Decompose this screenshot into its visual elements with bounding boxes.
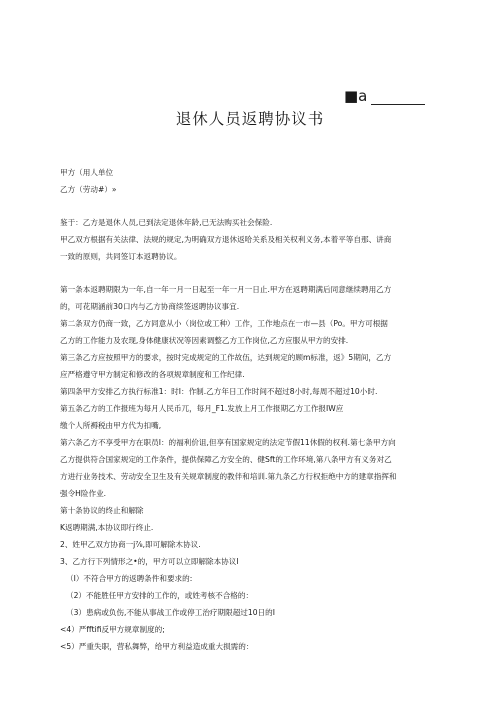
preamble-line: 鉴于：乙方是退休人员,已到法定退休年龄,已无法购买社会保险. bbox=[60, 218, 273, 227]
clause-line: K返聘期满,本协议即行终止. bbox=[60, 523, 154, 532]
party-a-line: 甲方（用人单位 bbox=[60, 168, 114, 177]
party-b-line: 乙方（劳动#）» bbox=[60, 185, 117, 194]
clause-line: 第四条甲方安排乙方执行标准1：时I：作制.乙方年日工作时间不超过8小时,每周不超过10小时. bbox=[60, 387, 378, 396]
document-title: 退休人员返聘协议书 bbox=[175, 110, 325, 128]
clause-line: 的，可花期涵前30口内与乙方协商续签返聘协议事宜. bbox=[60, 302, 240, 311]
list-item: （I）不符合甲方的返聘条件和要求的: bbox=[66, 574, 193, 583]
header-underline bbox=[371, 89, 425, 105]
clause-line: 3、乙方行下列情形之•的，甲方可以立即解除本协议I bbox=[60, 557, 239, 566]
preamble-line: 甲乙双方根据有关法律、法规的规定,为明确双方退休返哈关系及相关权利义务,本着平等自那、讲商 bbox=[60, 235, 392, 244]
list-item: （2）不能胜任甲方安排的工作的，或姓考核不合格的： bbox=[66, 591, 254, 600]
preamble-line: 一致的原则，共同签订本返聘协议。 bbox=[60, 252, 182, 261]
document-header-mark bbox=[344, 87, 425, 105]
clause-line: 第六条乙方不享受甲方在职员I：的福利价诅,但享有国家规定的法定节假11休假的权利.第七条甲方向 bbox=[60, 438, 396, 447]
clause-line: 第十条协议的终止和解除 bbox=[60, 506, 144, 515]
clause-line: 强令H险作业. bbox=[60, 489, 107, 498]
clause-line: 第一条本返聘期限为一年,自一年一月一日起至一年一月一日止.甲方在返聘期满后同意继续聘用乙方 bbox=[60, 285, 392, 294]
clause-line: 缴个人所褥税由甲方代为扣嘴, bbox=[60, 421, 162, 430]
clause-line: 乙方提供符合国家规定的工作条件，提供保障乙方安全的、健Sft的工作环境,第八条甲方有义务对乙 bbox=[60, 455, 392, 464]
list-item: <4）严fftifi反甲方规章制度的; bbox=[60, 625, 165, 634]
header-mark-text: ■a bbox=[344, 87, 368, 105]
list-item: （3）患病或负伤,不能从事战工作或停工治疗期限超过10日的I bbox=[66, 608, 275, 617]
clause-line: 第五条乙方的工作报班为每月人民币兀，每月_F1.发放上月工作报期乙方工作报IW应 bbox=[60, 404, 344, 413]
clause-line: 应严格遵守甲方制定和修改的各项规章制度和工作纪律. bbox=[60, 370, 245, 379]
clause-line: 乙方的工作能力及农现,身体健康状况等因素调整乙方工作岗位,乙方应服从甲方的安排. bbox=[60, 336, 349, 345]
clause-line: 第二条双方仍商一致，乙方同意从小（岗位或工种）工作，工作地点在一市—县（Po。甲方可根据 bbox=[60, 319, 388, 328]
clause-line: 方进行业务技术、劳动安全卫生及有关规章制度的教伴和培训.第九条乙方行权拒绝中方的建章指挥和 bbox=[60, 472, 397, 481]
clause-line: 第三条乙方应按照甲方的要求，按时完成规定的工作故伍，达到规定的顾m标准，返》5期间，乙方 bbox=[60, 353, 392, 362]
list-item: <5）严重失职，营私舞弊，给甲方利益造成重大损需的： bbox=[60, 642, 254, 651]
clause-line: 2、姓甲乙双方协商一j⅞,即可解除木协议. bbox=[60, 540, 201, 549]
